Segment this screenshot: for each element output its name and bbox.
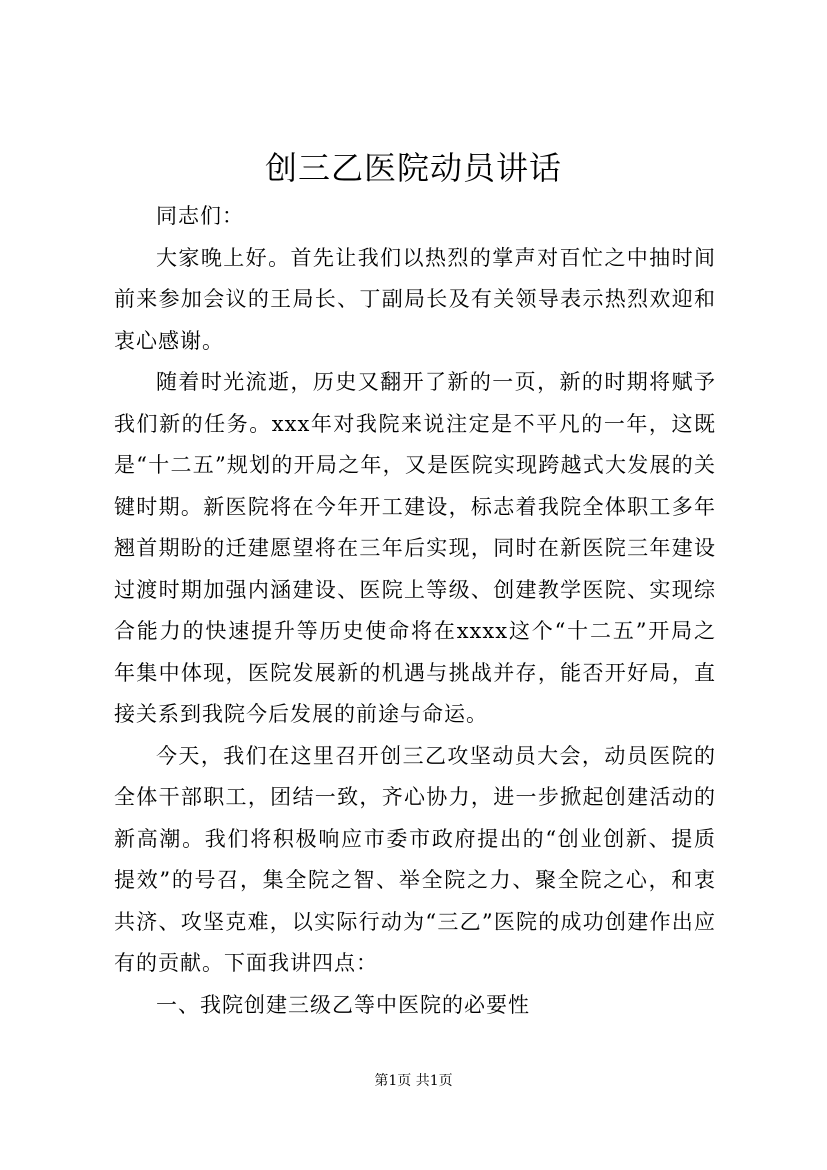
page-number-footer: 第1页 共1页 bbox=[374, 1073, 453, 1089]
section-heading-1: 一、我院创建三级乙等中医院的必要性 bbox=[156, 992, 530, 1017]
salutation-paragraph: 同志们： bbox=[156, 204, 244, 228]
greeting-paragraph: 大家晚上好。首先让我们以热烈的掌声对百忙之中抽时间前来参加会议的王局长、丁副局长及有关领导表示热烈欢迎和衷心感谢。 bbox=[114, 245, 716, 353]
mobilization-paragraph: 今天，我们在这里召开创三乙攻坚动员大会，动员医院的全体干部职工，团结一致，齐心协力，进一步掀起创建活动的新高潮。我们将积极响应市委市政府提出的“创业创新、提质提效”的号召，集全院之智、举全院之力、聚全院之心，和衷共济、攻坚克难，以实际行动为“三乙”医院的成功创建作出应有的贡献。下面我讲四点： bbox=[114, 743, 716, 975]
document-body bbox=[114, 196, 716, 1026]
document-title: 创三乙医院动员讲话 bbox=[264, 149, 562, 187]
context-paragraph: 随着时光流逝，历史又翻开了新的一页，新的时期将赋予我们新的任务。xxx年对我院来说注定是不平凡的一年，这既是“十二五”规划的开局之年，又是医院实现跨越式大发展的关键时期。新医院将在今年开工建设，标志着我院全体职工多年翘首期盼的迁建愿望将在三年后实现，同时在新医院三年建设过渡时期加强内涵建设、医院上等级、创建教学医院、实现综合能力的快速提升等历史使命将在xxxx这个“十二五”开局之年集中体现，医院发展新的机遇与挑战并存，能否开好局，直接关系到我院今后发展的前途与命运。 bbox=[114, 370, 716, 726]
